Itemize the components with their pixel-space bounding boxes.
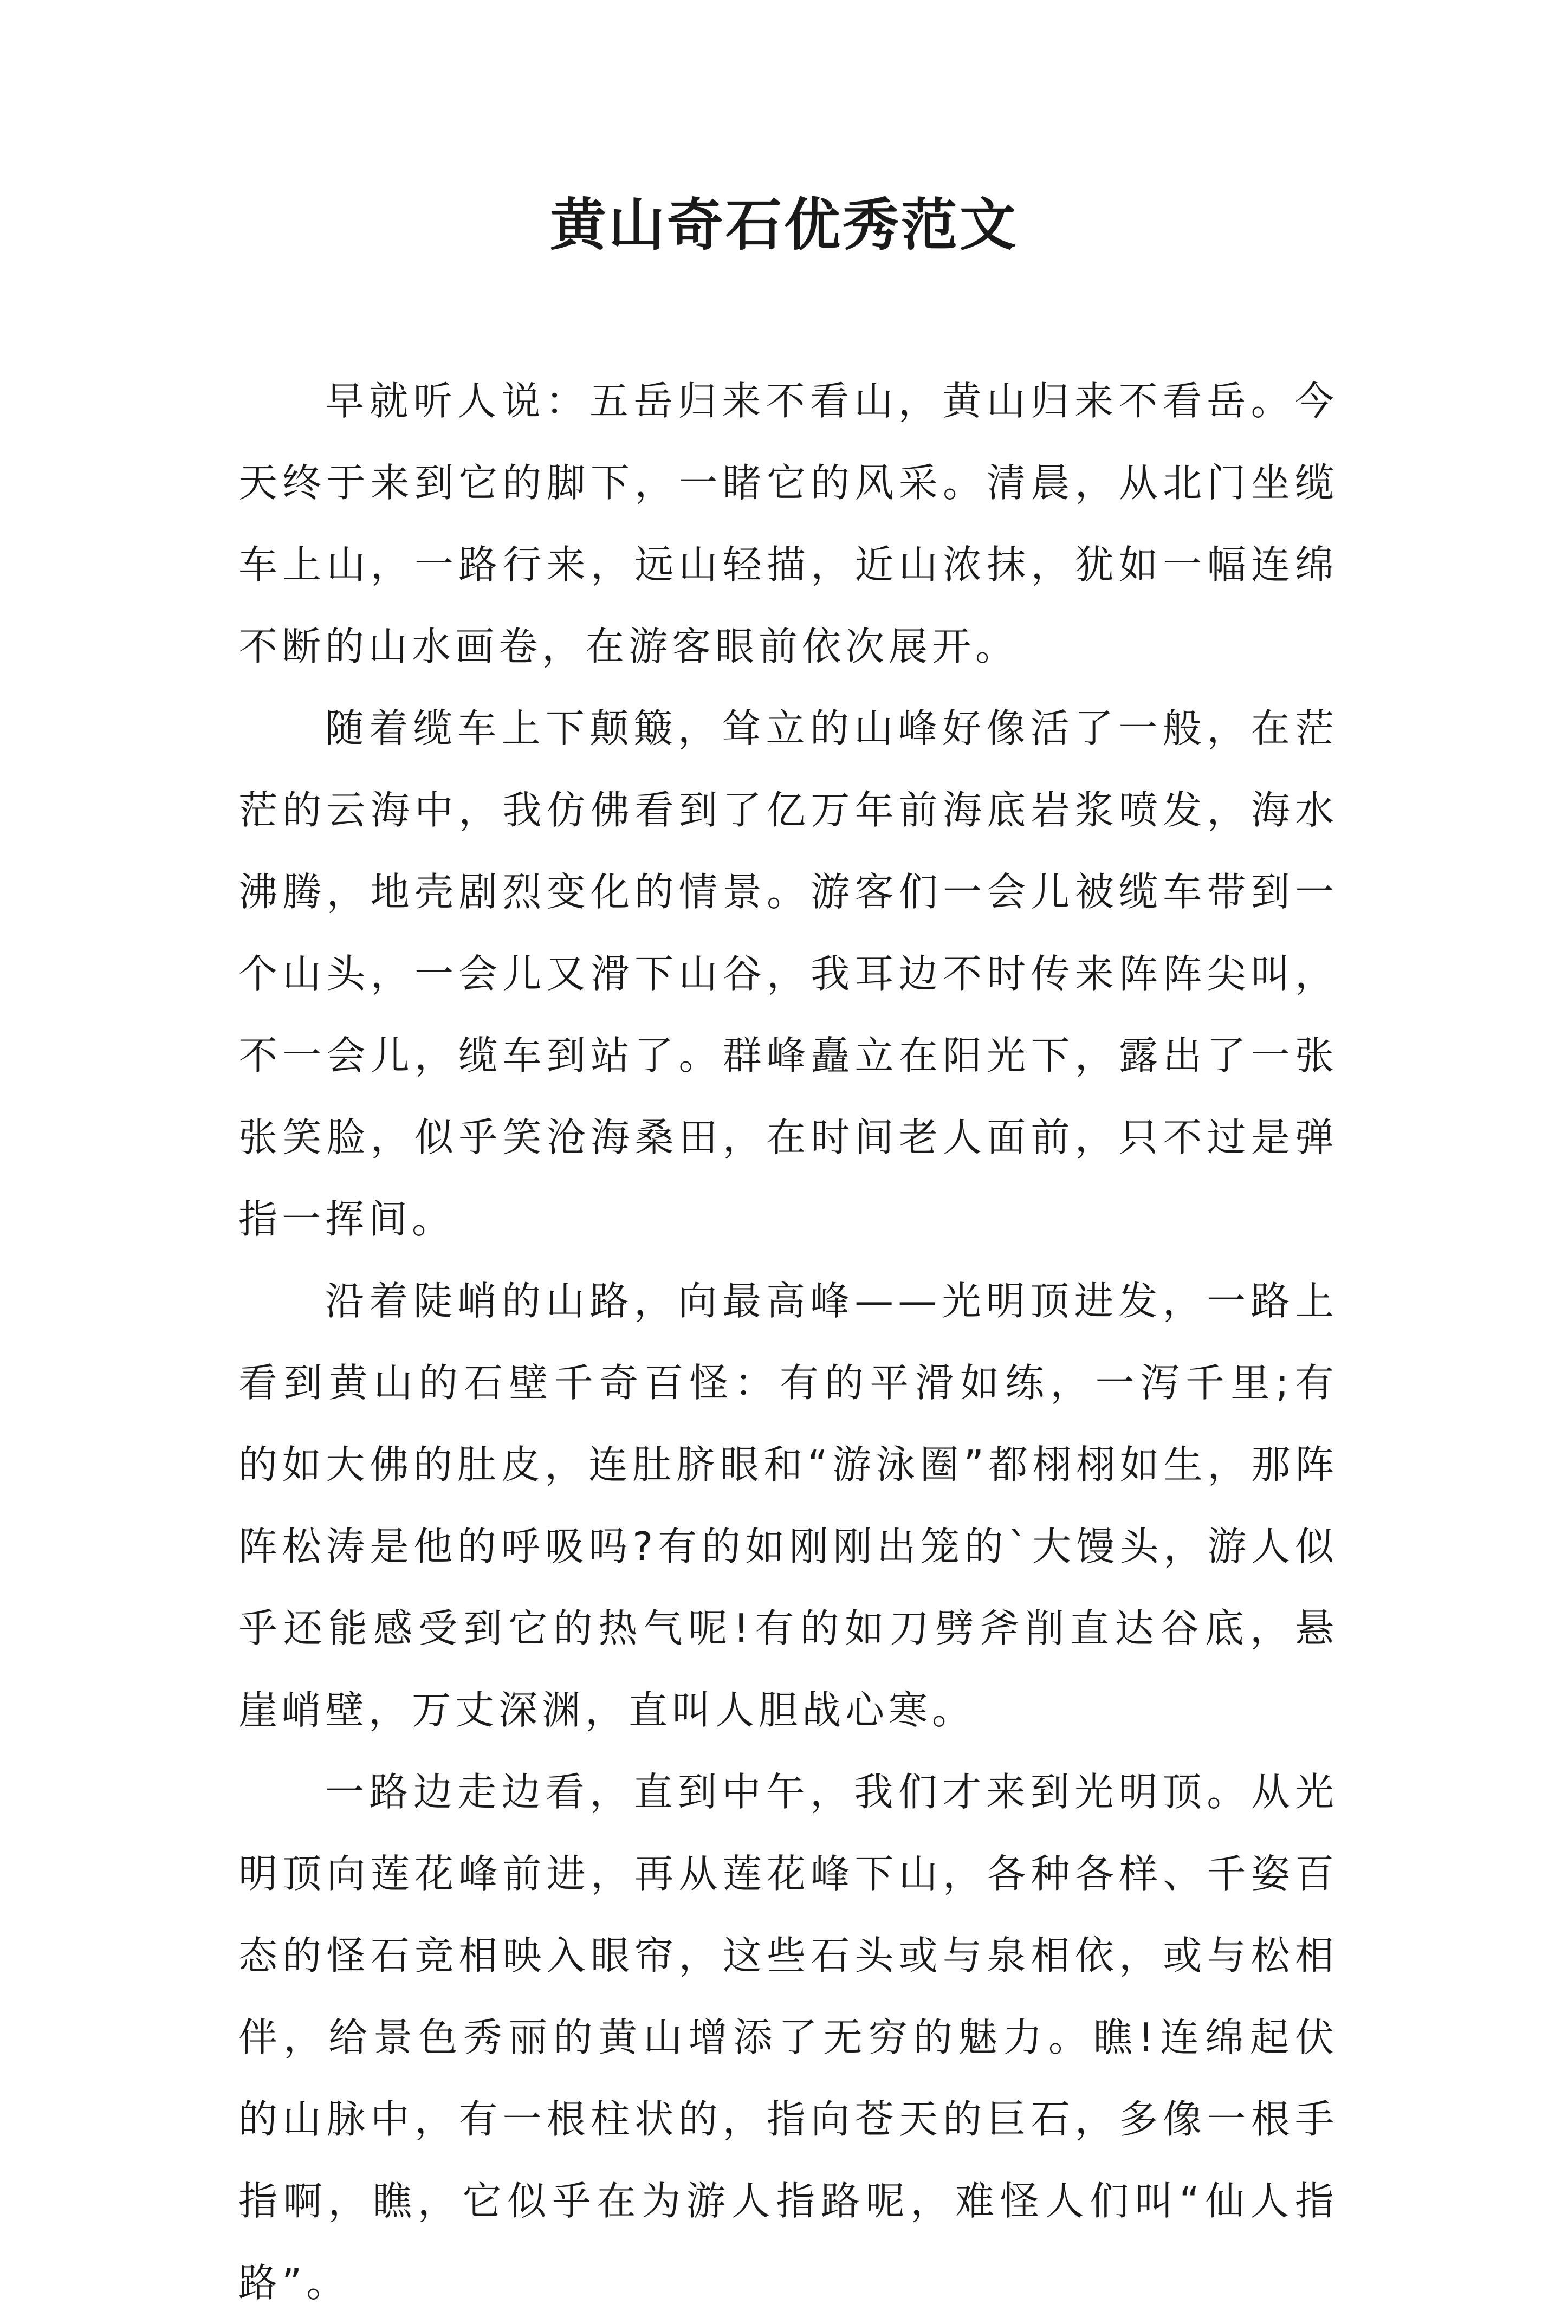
paragraph-2: 随着缆车上下颠簸，耸立的山峰好像活了一般，在茫茫的云海中，我仿佛看到了亿万年前海底岩浆喷发，海水沸腾，地壳剧烈变化的情景。游客们一会儿被缆车带到一个山头，一会儿又滑下山谷，我耳边不时传来阵阵尖叫，不一会儿，缆车到站了。群峰矗立在阳光下，露出了一张张笑脸，似乎笑沧海桑田，在时间老人面前，只不过是弹指一挥间。 [238,705,1338,1242]
paragraph-4: 一路边走边看，直到中午，我们才来到光明顶。从光明顶向莲花峰前进，再从莲花峰下山，各种各样、千姿百态的怪石竞相映入眼帘，这些石头或与泉相依，或与松相伴，给景色秀丽的黄山增添了无穷的魅力。瞧!连绵起伏的山脉中，有一根柱状的，指向苍天的巨石，多像一根手指啊，瞧，它似乎在为游人指路呢，难怪人们叫“仙人指路”。 [238,1769,1338,2306]
document-title: 黄山奇石优秀范文 [549,191,1018,258]
paragraph-1: 早就听人说：五岳归来不看山，黄山归来不看岳。今天终于来到它的脚下，一睹它的风采。清晨，从北门坐缆车上山，一路行来，远山轻描，近山浓抹，犹如一幅连绵不断的山水画卷，在游客眼前依次展开。 [238,378,1338,669]
document-body [238,360,1338,2324]
paragraph-3: 沿着陡峭的山路，向最高峰——光明顶进发，一路上看到黄山的石壁千奇百怪：有的平滑如练，一泻千里;有的如大佛的肚皮，连肚脐眼和“游泳圈”都栩栩如生，那阵阵松涛是他的呼吸吗?有的如刚刚出笼的`大馒头，游人似乎还能感受到它的热气呢!有的如刀劈斧削直达谷底，悬崖峭壁，万丈深渊，直叫人胆战心寒。 [238,1278,1338,1733]
